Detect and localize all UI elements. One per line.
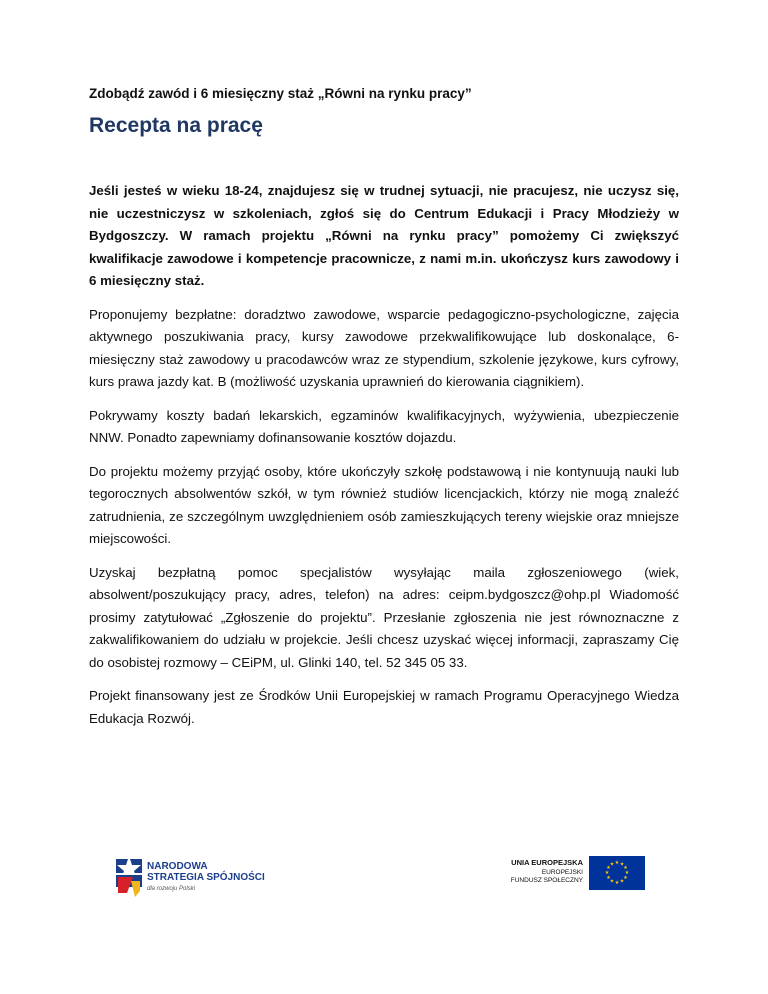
- svg-text:★: ★: [614, 860, 620, 866]
- eu-line1: UNIA EUROPEJSKA: [511, 858, 583, 867]
- eu-logo: [497, 856, 647, 890]
- nss-line2: STRATEGIA SPÓJNOŚCI: [147, 872, 265, 883]
- nss-logo: [113, 853, 273, 903]
- svg-text:★: ★: [614, 880, 620, 886]
- costs-paragraph: Pokrywamy koszty badań lekarskich, egzaminów kwalifikacyjnych, wyżywienia, ubezpieczenie NNW. Ponadto zapewniamy dofinansowanie kosztów dojazdu.: [89, 407, 679, 445]
- application-paragraph: Uzyskaj bezpłatną pomoc specjalistów wysyłając maila zgłoszeniowego (wiek, absolwent/poszukujący pracy, adres, telefon) na adres: ceipm.bydgoszcz@ohp.pl Wiadomość prosimy zatytułować „Zgłoszenie do projektu”. Przesłanie zgłoszenia nie jest równoznaczne z zakwalifikowaniem do udziału w projekcie. Jeśli chcesz uzyskać więcej informacji, zapraszamy Cię do osobistej rozmowy – CEiPM, ul. Glinki 140, tel. 52 345 05 33.: [89, 564, 679, 670]
- svg-text:★: ★: [619, 878, 625, 885]
- svg-text:★: ★: [624, 870, 630, 876]
- nss-line1: NARODOWA: [147, 861, 208, 872]
- nss-star-icon: [113, 853, 145, 899]
- funding-paragraph: Projekt finansowany jest ze Środków Unii Europejskiej w ramach Programu Operacyjnego Wiedza Edukacja Rozwój.: [89, 688, 679, 726]
- eu-line2: EUROPEJSKI: [541, 868, 583, 876]
- svg-text:★: ★: [609, 878, 615, 885]
- document-body: [89, 180, 679, 741]
- svg-text:★: ★: [606, 875, 611, 881]
- svg-text:★: ★: [609, 861, 615, 868]
- svg-text:★: ★: [606, 865, 611, 871]
- eligibility-paragraph: Do projektu możemy przyjąć osoby, które ukończyły szkołę podstawową i nie kontynuują nauki lub tegorocznych absolwentów szkół, w tym również studiów licencjackich, którzy nie mogą znaleźć zatrudnienia, ze szczególnym uwzględnieniem osób zamieszkujących tereny wiejskie oraz mniejsze miejscowości.: [89, 463, 679, 546]
- svg-text:★: ★: [619, 861, 625, 868]
- offer-paragraph: Proponujemy bezpłatne: doradztwo zawodowe, wsparcie pedagogiczno-psychologiczne, zajęcia aktywnego poszukiwania pracy, kursy zawodowe przekwalifikowujące lub doskonalące, 6-miesięczny staż zawodowy u pracodawców wraz ze stypendium, szkolenie językowe, kurs cyfrowy, kurs prawa jazdy kat. B (możliwość uzyskania uprawnień do kierowania ciągnikiem).: [89, 306, 679, 389]
- document-title: Recepta na pracę: [89, 114, 263, 137]
- svg-text:★: ★: [623, 875, 628, 881]
- eu-flag-icon: [589, 856, 645, 890]
- eu-line3: FUNDUSZ SPOŁECZNY: [510, 877, 583, 884]
- document-subtitle: Zdobądź zawód i 6 miesięczny staż „Równi na rynku pracy”: [89, 86, 472, 101]
- svg-text:★: ★: [604, 870, 610, 876]
- nss-line3: dla rozwoju Polski: [147, 886, 196, 892]
- svg-text:★: ★: [623, 865, 628, 871]
- intro-paragraph: Jeśli jesteś w wieku 18-24, znajdujesz się w trudnej sytuacji, nie pracujesz, nie uczysz się, nie uczestniczysz w szkoleniach, zgłoś się do Centrum Edukacji i Pracy Młodzieży w Bydgoszczy. W ramach projektu „Równi na rynku pracy” pomożemy Ci zwiększyć kwalifikacje zawodowe i kompetencje pracownicze, z nami m.in. ukończysz kurs zawodowy i 6 miesięczny staż.: [89, 183, 679, 288]
